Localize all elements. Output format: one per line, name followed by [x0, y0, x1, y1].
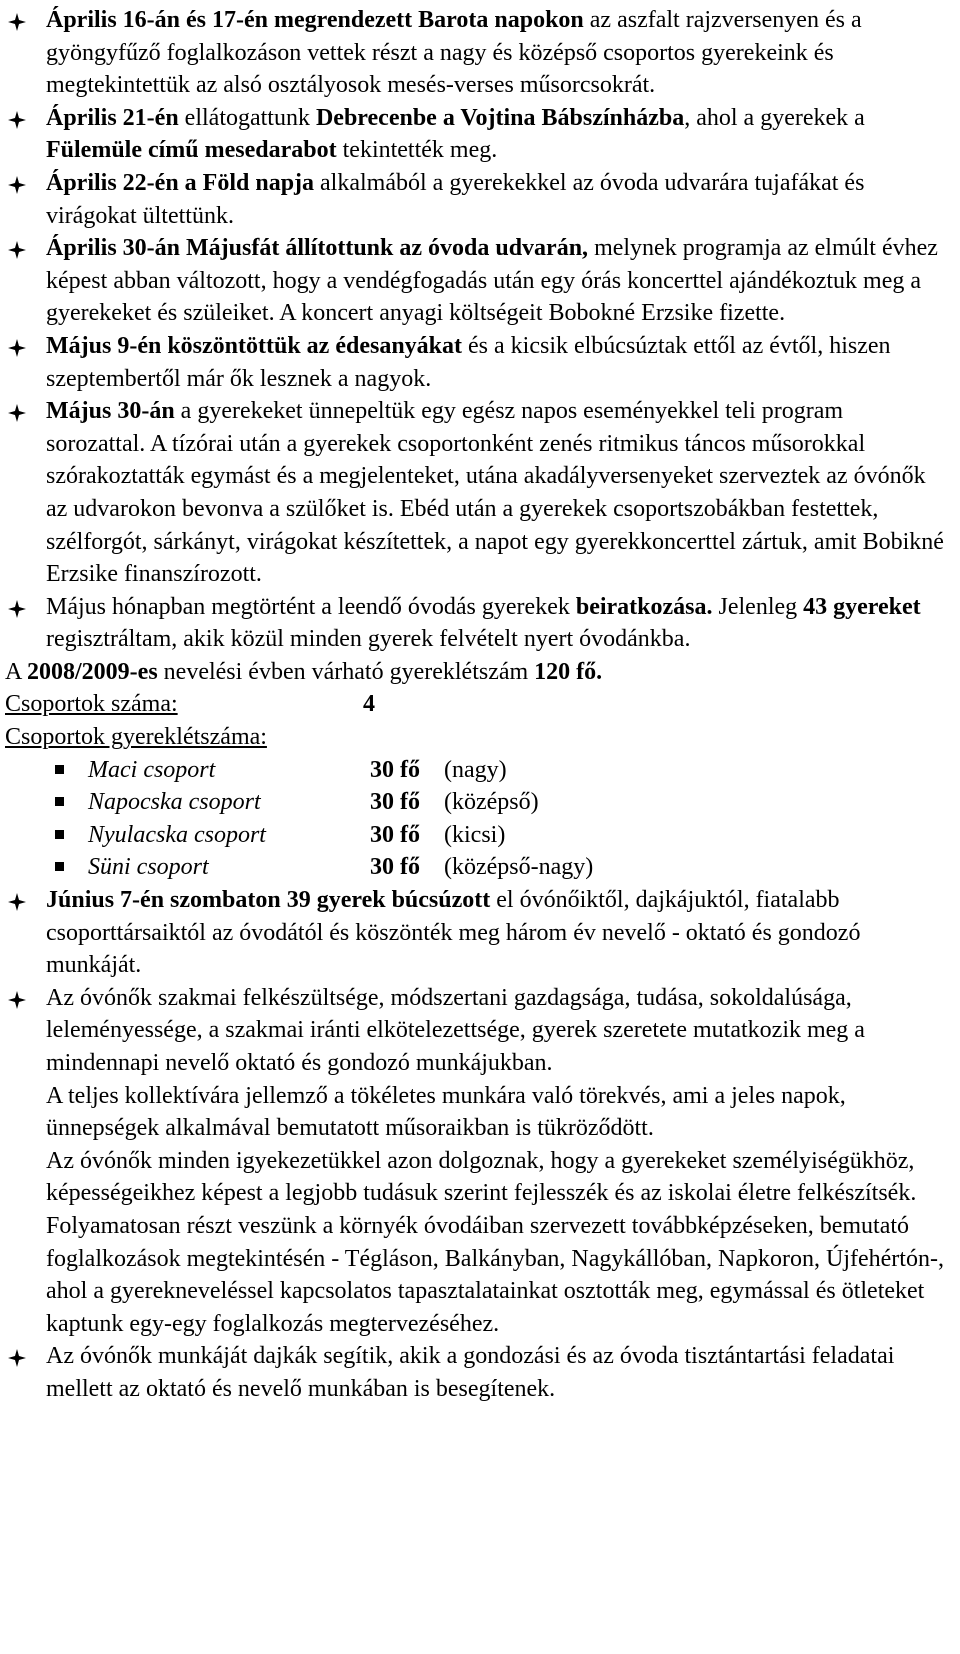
diamond-bullet-icon	[8, 111, 26, 129]
event-date: Április 16-án és 17-én megrendezett Barota napokon	[46, 7, 584, 33]
event-place: Debrecenbe a Vojtina Bábszínházba	[315, 104, 685, 131]
list-item	[5, 395, 946, 591]
group-name: Maci csoport	[88, 756, 216, 783]
list-item	[5, 4, 946, 102]
diamond-bullet-icon	[8, 893, 26, 911]
groups-size-line	[5, 721, 946, 754]
event-title: Fülemüle című mesedarabot	[46, 137, 337, 164]
group-row	[5, 819, 946, 852]
school-year: 2008/2009-es	[27, 658, 158, 685]
event-text: és a kicsik elbúcsúztak ettől az évtől, hiszen szeptembertől már ők lesznek a nagyok.	[46, 332, 891, 392]
group-count: 30 fő	[370, 821, 420, 848]
event-text: a gyerekeket ünnepeltük egy egész napos eseményekkel teli program sorozattal. A tízórai után a gyerekek csoportonként zenés ritmikus táncos műsorokkal szórakoztatták egymást és a megjelenteket, utána akadályversenyeket szerveztek az óvónők az udvarokon bevonva a szülőket is. Ebéd után a gyerekek csoportszobákban festettek, szélforgót, sárkányt, virágokat készítettek, a napot egy gyerekkoncerttel zártuk, amit Bobikné Erzsike finanszírozott.	[46, 398, 944, 588]
diamond-bullet-icon	[8, 241, 26, 259]
diamond-bullet-icon	[8, 13, 26, 31]
list-item	[5, 330, 946, 395]
group-name: Nyulacska csoport	[88, 821, 266, 848]
enrollment-count: 43 gyereket	[803, 593, 921, 620]
group-count: 30 fő	[370, 789, 420, 816]
square-bullet-icon	[55, 765, 64, 774]
diamond-bullet-icon	[8, 339, 26, 357]
event-text: tekintették meg.	[336, 137, 498, 164]
diamond-bullet-icon	[8, 991, 26, 1009]
group-name: Süni csoport	[88, 854, 209, 881]
diamond-bullet-icon	[8, 404, 26, 422]
expected-total: 120 fő.	[534, 658, 603, 685]
event-date: Június 7-én szombaton 39 gyerek búcsúzott	[46, 887, 491, 914]
list-item	[5, 167, 946, 232]
square-bullet-icon	[55, 862, 64, 871]
group-note: (nagy)	[444, 756, 507, 783]
event-text: el óvónőiktől, dajkájuktól, fiatalabb csoporttársaiktól az óvodától és köszönték meg három év nevelő - oktató és gondozó munkáját.	[46, 887, 861, 979]
group-row	[5, 754, 946, 787]
closing-text: Az óvónők munkáját dajkák segítik, akik a gondozási és az óvoda tisztántartási feladatai mellett az oktató és nevelő munkában is besegítenek.	[46, 1343, 895, 1402]
staff-text: Az óvónők szakmai felkészültsége, módszertani gazdagsága, tudása, sokoldalúsága, leleményessége, a szakmai iránti elkötelezettsége, gyerek szeretete mutatkozik meg a mindennapi nevelő oktató és gondozó munkájukban.	[46, 984, 865, 1076]
expected-count-line	[5, 656, 946, 689]
event-text: alkalmából a gyerekekkel az óvoda udvarára tujafákat és virágokat ültettünk.	[46, 169, 865, 229]
list-item	[5, 1340, 946, 1405]
group-note: (középső-nagy)	[444, 854, 594, 881]
paragraph: A teljes kollektívára jellemző a tökéletes munkára való törekvés, ami a jeles napok, ünnepségek alkalmával bemutatott műsoraikban is tükröződött.	[46, 1082, 846, 1142]
group-count: 30 fő	[370, 756, 420, 783]
enrollment-label: beiratkozása.	[575, 593, 713, 620]
group-count: 30 fő	[370, 854, 420, 881]
groups-size-label: Csoportok gyereklétszáma:	[5, 724, 267, 751]
event-text: ellátogattunk	[178, 104, 316, 131]
list-item	[5, 232, 946, 330]
expected-text: nevelési évben várható gyereklétszám	[157, 658, 535, 685]
event-text: Május hónapban megtörtént a leendő óvodás gyerekek	[46, 593, 576, 620]
groups-count-line	[5, 688, 946, 721]
event-text: , ahol a gyerekek a	[684, 104, 865, 131]
event-date: Április 21-én	[46, 104, 179, 131]
group-name: Napocska csoport	[88, 789, 261, 816]
square-bullet-icon	[55, 830, 64, 839]
event-text: regisztráltam, akik közül minden gyerek felvételt nyert óvodánkba.	[46, 626, 691, 653]
paragraph: Az óvónők minden igyekezetükkel azon dolgoznak, hogy a gyerekeket személyiségükhöz, képességeikhez képest a legjobb tudásuk szerint fejlesszék és az iskolai életre felkészítsék.	[46, 1147, 917, 1207]
paragraph: Folyamatosan részt veszünk a környék óvodáiban szervezett továbbképzéseken, bemutató foglalkozások megtekintésén - Tégláson, Balkányban, Nagykállóban, Napkoron, Újfehértón-, ahol a gyerekneveléssel kapcsolatos tapasztalatainkat osztották meg, egymással és ötleteket kaptunk egy-egy foglalkozás megtervezéséhez.	[46, 1212, 944, 1337]
group-row	[5, 851, 946, 884]
list-item	[5, 102, 946, 167]
event-date: Április 22-én a Föld napja	[46, 169, 315, 196]
event-text: Jelenleg	[712, 593, 804, 620]
event-date: Május 30-án	[46, 398, 175, 425]
expected-text: A	[5, 658, 28, 685]
event-text: melynek programja az elmúlt évhez képest abban változott, hogy a vendégfogadás után egy órás koncerttel ajándékoztuk meg a gyerekeket és szüleiket. A koncert anyagi költségeit Bobokné Erzsike fizette.	[46, 235, 938, 327]
groups-count-label: Csoportok száma:	[5, 691, 178, 718]
groups-count-value: 4	[363, 691, 375, 718]
diamond-bullet-icon	[8, 1349, 26, 1367]
group-note: (középső)	[444, 789, 539, 816]
diamond-bullet-icon	[8, 600, 26, 618]
event-date: Április 30-án Májusfát állítottunk az óvoda udvarán,	[46, 235, 589, 262]
list-item	[5, 982, 946, 1080]
group-note: (kicsi)	[444, 821, 506, 848]
group-row	[5, 786, 946, 819]
square-bullet-icon	[55, 797, 64, 806]
list-item	[5, 884, 946, 982]
list-item	[5, 591, 946, 656]
event-date: Május 9-én köszöntöttük az édesanyákat	[46, 332, 463, 359]
event-text: az aszfalt rajzversenyen és a gyöngyfűző foglalkozáson vettek részt a nagy és középső csoportos gyerekeink és megtekintettük az alsó osztályosok mesés-verses műsorcsokrát.	[46, 7, 862, 99]
diamond-bullet-icon	[8, 176, 26, 194]
